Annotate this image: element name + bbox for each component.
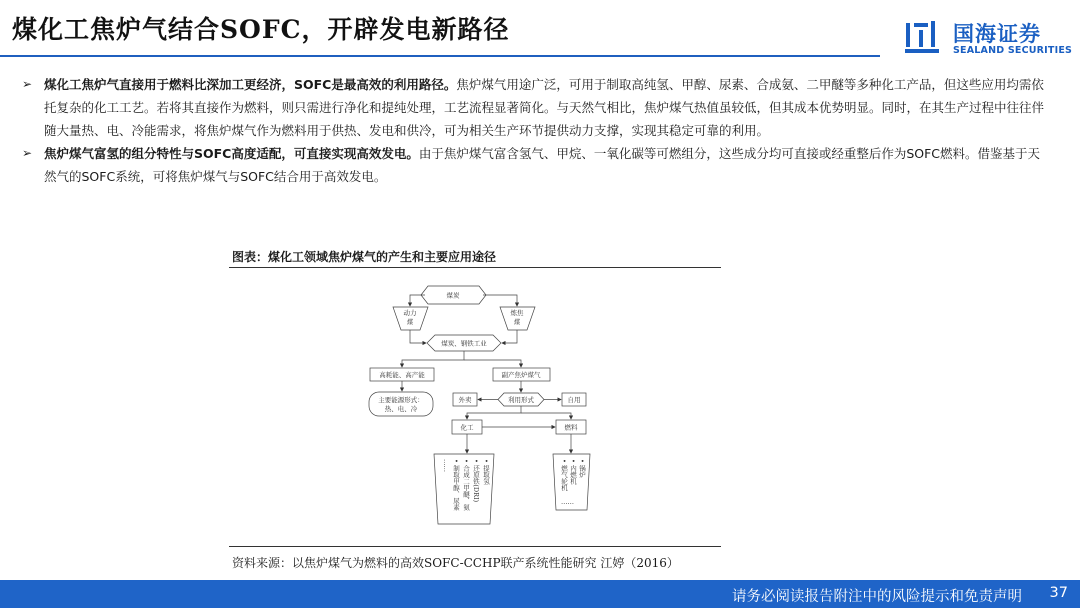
connector-arrow: [502, 330, 517, 343]
page-title: 煤化工焦炉气结合SOFC，开辟发电新路径: [12, 15, 510, 44]
title-underline: [0, 55, 880, 57]
bullet-list: [22, 73, 1052, 188]
coal-label: 煤炭: [446, 291, 460, 300]
arrow-bullet-icon: ➢: [22, 146, 33, 160]
arrow-bullet-icon: ➢: [22, 77, 33, 91]
fuel-device-item: • 内燃机: [569, 459, 577, 485]
connector-arrow: [464, 360, 521, 367]
bullet-body: 由于焦炉煤气富含氢气、甲烷、一氧化碳等可燃组分，这些成分均可直接或经重整后作为SOFC燃料。借鉴基于天然气的SOFC系统，可将焦炉煤气与SOFC结合用于高效发电。: [44, 146, 1041, 184]
flowchart-diagram: [366, 282, 606, 542]
bullet-body: 焦炉煤气用途广泛，可用于制取高纯氢、甲醇、尿素、合成氨、二甲醚等多种化工产品，但这些应用均需依托复杂的化工工艺。若将其直接作为燃料，则只需进行净化和提纯处理，工艺流程显著简化。与天然气相比，焦炉煤气热值虽较低，但其成本优势明显。同时，在其生产过程中往往伴随大量热、电、冷能需求，将焦炉煤气作为燃料用于供热、发电和供冷，可为相关生产环节提供动力支撑，实现其稳定可靠的利用。: [44, 77, 1045, 138]
self-use-label: 自用: [567, 396, 581, 404]
usage-label: 利用形式: [508, 396, 534, 404]
connector-arrow: [467, 406, 521, 419]
logo-chinese-name: 国海证券: [953, 22, 1041, 46]
fuel-label: 燃料: [564, 423, 578, 432]
high-energy-label: 高耗能、高产能: [379, 371, 425, 379]
bullet-item: [22, 142, 1052, 188]
connector-arrow: [521, 413, 571, 419]
power-coal-label: 动力: [403, 309, 417, 317]
logo-english-name: SEALAND SECURITIES: [953, 45, 1073, 56]
chemical-product-item: ……: [442, 459, 450, 472]
coking-coal-label: 炼焦: [510, 309, 524, 317]
fuel-device-item: • 燃气轮机: [560, 459, 568, 491]
figure-top-rule: [229, 267, 721, 268]
fuel-device-item: ……: [561, 498, 574, 506]
chemical-product-item: • 制取甲醇、尿素: [452, 459, 460, 511]
page-number: 37: [1049, 585, 1068, 601]
chemical-product-item: • 合成二甲醚、氨: [462, 459, 470, 511]
chemical-product-item: • 提取氢: [482, 459, 490, 485]
sealand-logo-icon: [905, 20, 941, 54]
figure-caption: 图表：煤化工领域焦炉煤气的产生和主要应用途径: [232, 250, 497, 264]
connector-arrow: [402, 351, 464, 367]
company-logo: [905, 18, 1073, 58]
chemical-label: 化工: [460, 423, 474, 432]
figure-bottom-rule: [229, 546, 721, 547]
bullet-heading: 煤化工焦炉气直接用于燃料比深加工更经济，SOFC是最高效的利用路径。: [44, 77, 457, 92]
industry-label: 煤炭、钢铁工业: [441, 339, 487, 348]
coking-coal-label: 煤: [513, 318, 521, 326]
connector-arrow: [410, 330, 426, 343]
power-coal-label: 煤: [406, 318, 414, 326]
bullet-item: [22, 73, 1052, 142]
footer-disclaimer: 请务必阅读报告附注中的风险提示和免责声明: [732, 589, 1022, 605]
energy-forms-label: 主要能源形式：: [378, 396, 424, 404]
sell-label: 外卖: [458, 396, 472, 404]
chemical-product-item: • 还原铁(DRI): [472, 459, 480, 503]
figure-source: 资料来源：以焦炉煤气为燃料的高效SOFC-CCHP联产系统性能研究 江婷（2016）: [232, 556, 679, 570]
fuel-device-item: • 锅炉: [578, 459, 586, 478]
byproduct-label: 副产焦炉煤气: [501, 371, 541, 379]
connector-arrow: [483, 295, 517, 306]
energy-forms-label: 热、电、冷: [384, 405, 418, 413]
bullet-heading: 焦炉煤气富氢的组分特性与SOFC高度适配，可直接实现高效发电。: [44, 146, 419, 161]
connector-arrow: [410, 295, 425, 306]
footer-bar: [0, 580, 1080, 608]
